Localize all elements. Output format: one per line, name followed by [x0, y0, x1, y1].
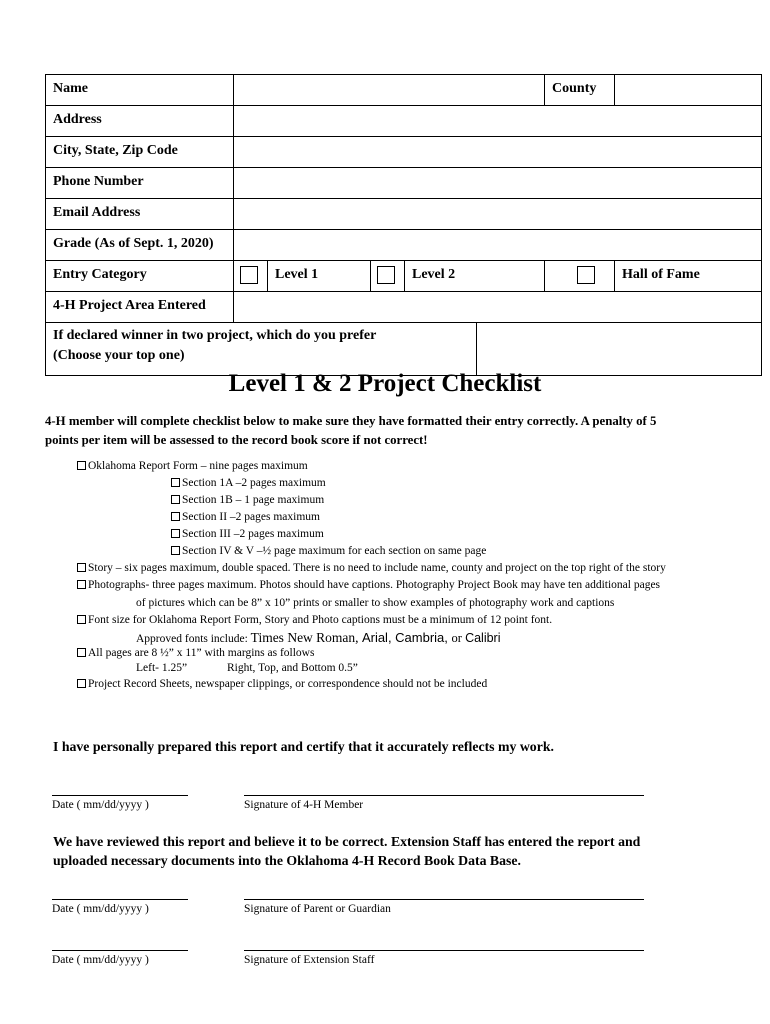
project-area-field[interactable] — [234, 292, 762, 323]
checkbox-icon[interactable] — [77, 461, 86, 470]
winner-preference-label-cell — [46, 323, 477, 376]
checkbox-icon[interactable] — [77, 563, 86, 572]
level1-label-cell — [268, 261, 371, 292]
review-statement — [53, 832, 640, 870]
hall-of-fame-checkbox[interactable] — [577, 266, 595, 284]
item-text: Section 1B – 1 page maximum — [182, 494, 325, 506]
level2-label: Level 2 — [412, 267, 456, 282]
item-text: Section III –2 pages maximum — [182, 528, 324, 540]
checkbox-icon[interactable] — [77, 580, 86, 589]
checklist-item-continuation: of pictures which can be 8” x 10” prints or smaller to show examples of photography work and captions — [136, 597, 615, 609]
checkbox-icon[interactable] — [77, 615, 86, 624]
county-label-cell — [545, 75, 615, 106]
name-label: Name — [53, 81, 88, 96]
checklist-item — [171, 492, 324, 509]
winner-preference-field[interactable] — [477, 323, 762, 376]
checklist-item — [77, 612, 552, 629]
checklist-item — [171, 526, 324, 543]
intro-line1: 4-H member will complete checklist below to make sure they have formatted their entry correctly. A penalty of 5 — [45, 414, 657, 428]
checklist-title: Level 1 & 2 Project Checklist — [228, 370, 542, 397]
member-date-line[interactable] — [52, 795, 188, 796]
winner-preference-label — [53, 323, 476, 366]
level1-checkbox[interactable] — [240, 266, 258, 284]
address-field[interactable] — [234, 106, 762, 137]
entry-category-label-cell — [46, 261, 234, 292]
email-label: Email Address — [53, 205, 141, 220]
project-area-label-cell — [46, 292, 234, 323]
member-signature-label: Signature of 4-H Member — [244, 799, 364, 811]
phone-label: Phone Number — [53, 174, 144, 189]
staff-signature-line[interactable] — [244, 950, 644, 951]
checklist-item — [77, 676, 487, 693]
grade-field[interactable] — [234, 230, 762, 261]
font-times: Times New Roman, — [250, 630, 362, 645]
item-text: Photographs- three pages maximum. Photos should have captions. Photography Project Book may have ten additional pages — [88, 579, 661, 591]
project-area-label: 4-H Project Area Entered — [53, 298, 206, 313]
parent-date-line[interactable] — [52, 899, 188, 900]
item-text: Oklahoma Report Form – nine pages maximum — [88, 460, 308, 472]
name-label-cell — [46, 75, 234, 106]
item-text: Section IV & V –½ page maximum for each section on same page — [182, 545, 487, 557]
hall-of-fame-label: Hall of Fame — [622, 267, 700, 282]
city-state-zip-field[interactable] — [234, 137, 762, 168]
level1-checkbox-cell — [234, 261, 268, 292]
phone-label-cell — [46, 168, 234, 199]
checklist-item — [171, 509, 320, 526]
county-label: County — [552, 81, 597, 96]
review-line1: We have reviewed this report and believe it to be correct. Extension Staff has entered the report and — [53, 834, 641, 849]
member-signature-line[interactable] — [244, 795, 644, 796]
checklist-item — [77, 560, 666, 577]
entry-form-table — [45, 74, 762, 376]
margin-other-text: Right, Top, and Bottom 0.5” — [227, 662, 358, 674]
checklist-item — [77, 577, 660, 594]
grade-label-cell — [46, 230, 234, 261]
item-text: Story – six pages maximum, double spaced. There is no need to include name, county and project on the top right of the story — [88, 562, 666, 574]
checkbox-icon[interactable] — [171, 529, 180, 538]
hall-of-fame-label-cell — [615, 261, 762, 292]
city-label-cell — [46, 137, 234, 168]
parent-signature-line[interactable] — [244, 899, 644, 900]
entry-category-label: Entry Category — [53, 267, 147, 282]
winner-label-line2: (Choose your top one) — [53, 348, 185, 363]
level1-label: Level 1 — [275, 267, 319, 282]
item-text: All pages are 8 ½” x 11” with margins as follows — [88, 647, 315, 659]
item-text: Font size for Oklahoma Report Form, Story and Photo captions must be a minimum of 12 point font. — [88, 614, 553, 626]
checklist-item — [171, 543, 486, 560]
checklist-item — [77, 458, 308, 475]
level2-checkbox[interactable] — [377, 266, 395, 284]
checklist-item — [171, 475, 326, 492]
winner-label-line1: If declared winner in two project, which do you prefer — [53, 328, 377, 343]
phone-field[interactable] — [234, 168, 762, 199]
font-or: or — [451, 631, 466, 645]
name-field[interactable] — [234, 75, 545, 106]
county-field[interactable] — [615, 75, 762, 106]
checkbox-icon[interactable] — [171, 512, 180, 521]
address-label: Address — [53, 112, 102, 127]
checkbox-icon[interactable] — [77, 679, 86, 688]
email-field[interactable] — [234, 199, 762, 230]
hall-of-fame-checkbox-cell — [545, 261, 615, 292]
approved-fonts-label: Approved fonts include: — [136, 633, 251, 645]
staff-signature-label: Signature of Extension Staff — [244, 954, 375, 966]
checkbox-icon[interactable] — [171, 546, 180, 555]
member-certification-statement: I have personally prepared this report and certify that it accurately reflects my work. — [53, 739, 554, 754]
staff-date-line[interactable] — [52, 950, 188, 951]
checklist-intro — [45, 412, 735, 450]
city-state-zip-label: City, State, Zip Code — [53, 143, 178, 158]
review-line2: uploaded necessary documents into the Oklahoma 4-H Record Book Data Base. — [53, 853, 521, 868]
item-text: Section II –2 pages maximum — [182, 511, 320, 523]
staff-date-label: Date ( mm/dd/yyyy ) — [52, 954, 149, 966]
checkbox-icon[interactable] — [171, 495, 180, 504]
address-label-cell — [46, 106, 234, 137]
checkbox-icon[interactable] — [77, 648, 86, 657]
level2-checkbox-cell — [371, 261, 405, 292]
intro-line2: points per item will be assessed to the record book score if not correct! — [45, 433, 428, 447]
checkbox-icon[interactable] — [171, 478, 180, 487]
item-text: Project Record Sheets, newspaper clippings, or correspondence should not be included — [88, 678, 488, 690]
parent-signature-label: Signature of Parent or Guardian — [244, 903, 391, 915]
font-arial-cambria: Arial, Cambria, — [361, 630, 452, 645]
item-text: Section 1A –2 pages maximum — [182, 477, 326, 489]
email-label-cell — [46, 199, 234, 230]
level2-label-cell — [405, 261, 545, 292]
member-date-label: Date ( mm/dd/yyyy ) — [52, 799, 149, 811]
parent-date-label: Date ( mm/dd/yyyy ) — [52, 903, 149, 915]
margin-left-text: Left- 1.25” — [136, 662, 188, 674]
grade-label: Grade (As of Sept. 1, 2020) — [53, 236, 214, 251]
font-calibri: Calibri — [465, 631, 501, 645]
